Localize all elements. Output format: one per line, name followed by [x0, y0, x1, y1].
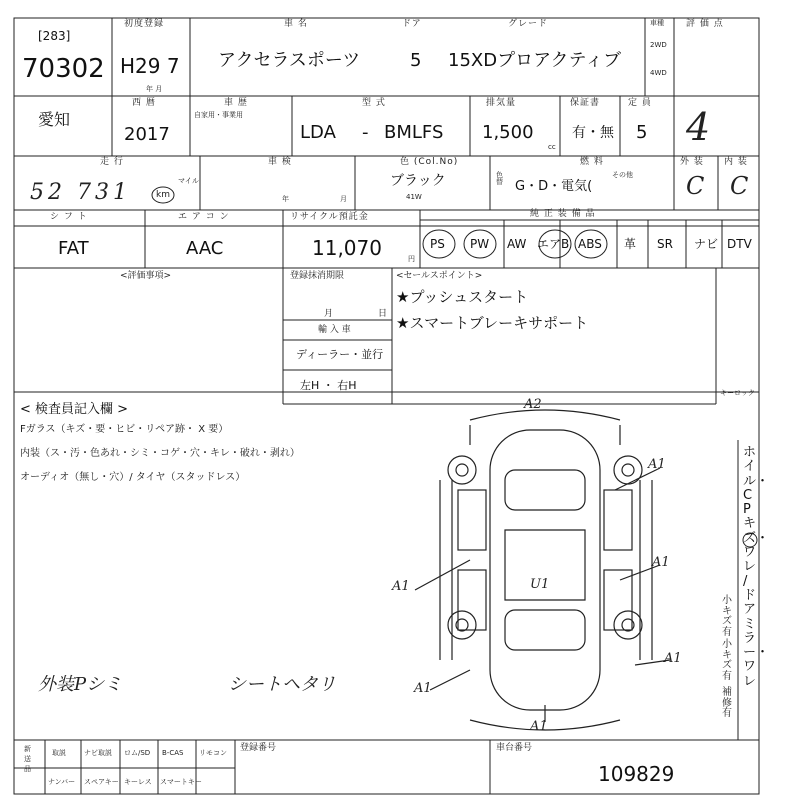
- footer-item: キーレス: [124, 778, 152, 786]
- hand-note-seat: シートヘタリ: [228, 674, 336, 695]
- type-prefix: LDA: [300, 122, 336, 143]
- equipment-leather: 革: [624, 237, 637, 251]
- displacement: 1,500: [482, 122, 534, 143]
- capacity-label: 定 員: [628, 98, 652, 108]
- footer-item: スペアキー: [84, 778, 119, 786]
- hand-note-exterior: 外装Pシミ: [38, 674, 123, 695]
- vehicle-door-label: ドア: [402, 19, 422, 29]
- fuel-other: その他: [612, 171, 633, 179]
- equipment-aw: AW: [507, 237, 527, 251]
- registration-label: 初度登録: [124, 19, 165, 29]
- color: ブラック: [390, 173, 446, 189]
- exterior: C: [686, 172, 705, 200]
- sales-point-1: ★プッシュスタート: [396, 288, 529, 306]
- drive-4wd: 4WD: [650, 69, 667, 77]
- vehicle-grade: 15XDプロアクティブ: [448, 50, 622, 71]
- chassis-label: 車台番号: [496, 743, 533, 753]
- vehicle-doors: 5: [410, 50, 422, 71]
- inspector-line-3: オーディオ（無し・穴）/ タイヤ（スタッドレス）: [20, 472, 246, 483]
- equipment-navi: ナビ: [694, 237, 719, 251]
- footer-item: ナビ取説: [84, 749, 112, 757]
- score: 4: [686, 105, 711, 149]
- shift-label: シ フ ト: [50, 212, 88, 222]
- mileage-unit: km: [156, 190, 170, 200]
- equipment-label: 純 正 装 備 品: [530, 209, 596, 219]
- footer-item: B-CAS: [162, 749, 184, 757]
- equipment-pw: PW: [470, 237, 490, 251]
- footer-item: スマートキー: [160, 778, 202, 786]
- vehicle-name-label: 車 名: [284, 19, 308, 29]
- interior-label: 内 装: [724, 157, 748, 167]
- equipment-dtv: DTV: [727, 237, 752, 251]
- footer-side-label: 新 送 品: [24, 745, 31, 773]
- type-label: 型 式: [362, 98, 386, 108]
- damage-mark: A1: [648, 457, 666, 472]
- registration-value: H29 7: [120, 54, 180, 78]
- remarks-label: <評価事項>: [120, 271, 172, 281]
- mileage: 52 731: [30, 180, 131, 205]
- name-change-unit-m: 月: [324, 309, 334, 319]
- footer-item: ナンバー: [48, 778, 76, 786]
- car-diagram: [415, 410, 670, 730]
- vehicle-grade-label: グレード: [508, 19, 549, 29]
- type-dash: -: [362, 122, 369, 143]
- warranty: 有・無: [572, 125, 614, 141]
- type-code: BMLFS: [384, 122, 444, 143]
- sales-point-2: ★スマートブレーキサポート: [396, 314, 589, 332]
- vin-label: 車 歴: [224, 98, 248, 108]
- import-value: ディーラー・並行: [296, 348, 384, 361]
- exterior-label: 外 装: [680, 157, 704, 167]
- damage-mark: A1: [414, 681, 432, 696]
- inspection-label: 車 検: [268, 157, 292, 167]
- fuel-options: G・D・電気(: [515, 179, 593, 194]
- side-text: ホイル・CPキズ・ワレ / ドアミラー・ワレ: [743, 445, 770, 689]
- inspector-line-1: Fガラス（キズ・要・ヒビ・リペア跡・ X 要）: [20, 424, 229, 435]
- side-note-2: 小キズ有: [722, 639, 732, 682]
- color-code: 41W: [406, 193, 422, 201]
- side-note-3: 補修有: [722, 687, 732, 719]
- equipment-abs: ABS: [578, 237, 602, 251]
- footer-item: 取説: [52, 749, 66, 757]
- location: 愛知: [38, 110, 71, 129]
- damage-mark: A1: [392, 579, 410, 594]
- inspection-unit-y: 年: [282, 195, 289, 203]
- fuel-label: 燃 料: [580, 157, 604, 167]
- color-change-label: 色替: [496, 171, 503, 186]
- keylock-label: キーロック: [720, 389, 755, 397]
- registration-unit: 年 月: [146, 85, 163, 93]
- drive-2wd: 2WD: [650, 41, 667, 49]
- footer-item: リモコン: [199, 749, 227, 757]
- lot-number: 70302: [22, 54, 105, 84]
- damage-mark: A2: [524, 397, 542, 412]
- aircon: AAC: [186, 238, 224, 259]
- reg-number-label: 登録番号: [240, 743, 277, 753]
- shift: FAT: [58, 238, 89, 259]
- interior: C: [730, 172, 749, 200]
- recycle-unit: 円: [408, 255, 415, 263]
- capacity: 5: [636, 122, 648, 143]
- mileage-label: 走 行: [100, 157, 124, 167]
- recycle: 11,070: [312, 236, 382, 260]
- chassis-number: 109829: [598, 762, 675, 786]
- equipment-sr: SR: [657, 237, 673, 251]
- model-year-label: 西 暦: [132, 98, 156, 108]
- drive-label: 車種: [650, 19, 664, 27]
- side-note-1: 小キズ有: [722, 595, 732, 638]
- equipment-airbag: エアB: [537, 237, 570, 251]
- damage-mark: A1: [664, 651, 682, 666]
- mileage-unit-alt: マイル: [178, 177, 199, 185]
- handle-value: 左H ・ 右H: [300, 379, 357, 392]
- warranty-label: 保証書: [570, 98, 601, 108]
- aircon-label: エ ア コ ン: [178, 212, 230, 222]
- name-change-unit-d: 日: [378, 309, 388, 319]
- recycle-label: リサイクル預託金: [290, 212, 369, 222]
- import-label: 輸 入 車: [318, 325, 351, 335]
- footer-item: ロム/SD: [124, 749, 151, 757]
- damage-mark: A1: [530, 719, 548, 734]
- vehicle-name: アクセラスポーツ: [218, 50, 361, 71]
- score-label: 評 価 点: [686, 19, 724, 29]
- lot-code: [283]: [38, 29, 71, 43]
- equipment-ps: PS: [430, 237, 445, 251]
- color-label: 色 (Col.No): [400, 157, 459, 167]
- name-change-label: 登録抹消期限: [290, 271, 345, 281]
- damage-mark: A1: [652, 555, 670, 570]
- vin-note: 自家用・事業用: [194, 111, 243, 119]
- inspector-title: < 検査員記入欄 >: [20, 402, 129, 417]
- sales-label: <セールスポイント>: [396, 271, 483, 281]
- displacement-unit: cc: [548, 143, 556, 151]
- inspection-unit-m: 月: [340, 195, 347, 203]
- displacement-label: 排気量: [486, 98, 517, 108]
- damage-mark: U1: [530, 577, 550, 592]
- inspector-line-2: 内装（ス・汚・色あれ・シミ・コゲ・穴・キレ・破れ・剥れ）: [20, 448, 300, 459]
- model-year: 2017: [124, 124, 170, 145]
